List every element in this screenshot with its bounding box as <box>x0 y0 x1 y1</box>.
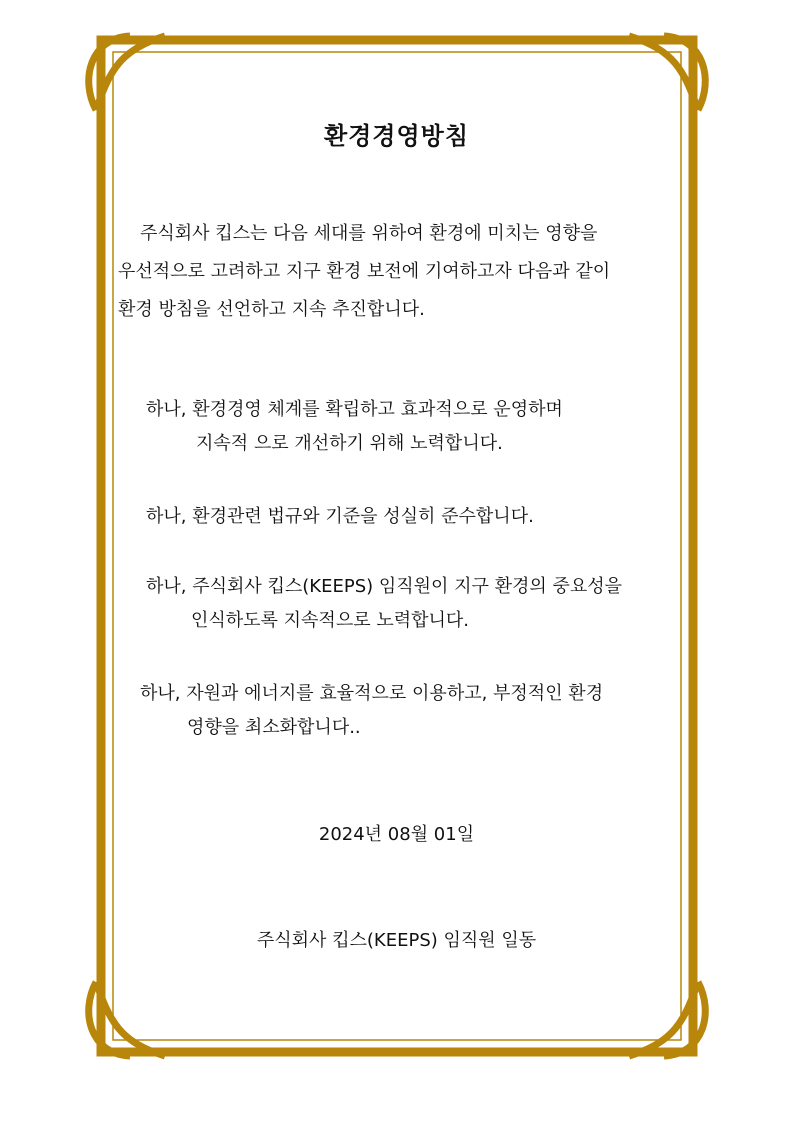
policy-item-line: 인식하도록 지속적으로 노력합니다. <box>191 610 469 631</box>
intro-line: 환경 방침을 선언하고 지속 추진합니다. <box>118 299 425 320</box>
policy-item <box>146 500 534 534</box>
intro-line: 주식회사 킵스는 다음 세대를 위하여 환경에 미치는 영향을 <box>140 223 598 244</box>
intro-paragraph <box>118 215 678 329</box>
policy-item-line: 하나, 자원과 에너지를 효율적으로 이용하고, 부정적인 환경 <box>140 683 604 704</box>
page-title: 환경경영방침 <box>323 122 470 150</box>
intro-line: 우선적으로 고려하고 지구 환경 보전에 기여하고자 다음과 같이 <box>118 261 611 282</box>
policy-item <box>146 393 563 461</box>
frame-outer-border <box>101 40 693 1052</box>
policy-item-line: 하나, 환경관련 법규와 기준을 성실히 준수합니다. <box>146 506 534 527</box>
policy-item-line: 하나, 환경경영 체계를 확립하고 효과적으로 운영하며 <box>146 399 563 420</box>
document-date: 2024년 08월 01일 <box>318 824 475 845</box>
policy-item-line: 영향을 최소화합니다.. <box>187 717 361 738</box>
policy-item-line: 하나, 주식회사 킵스(KEEPS) 임직원이 지구 환경의 중요성을 <box>146 576 623 597</box>
frame-inner-line <box>113 52 681 1040</box>
signature: 주식회사 킵스(KEEPS) 임직원 일동 <box>256 930 537 951</box>
policy-item-line: 지속적 으로 개선하기 위해 노력합니다. <box>196 433 503 454</box>
policy-item <box>146 570 622 638</box>
policy-item <box>140 677 603 745</box>
